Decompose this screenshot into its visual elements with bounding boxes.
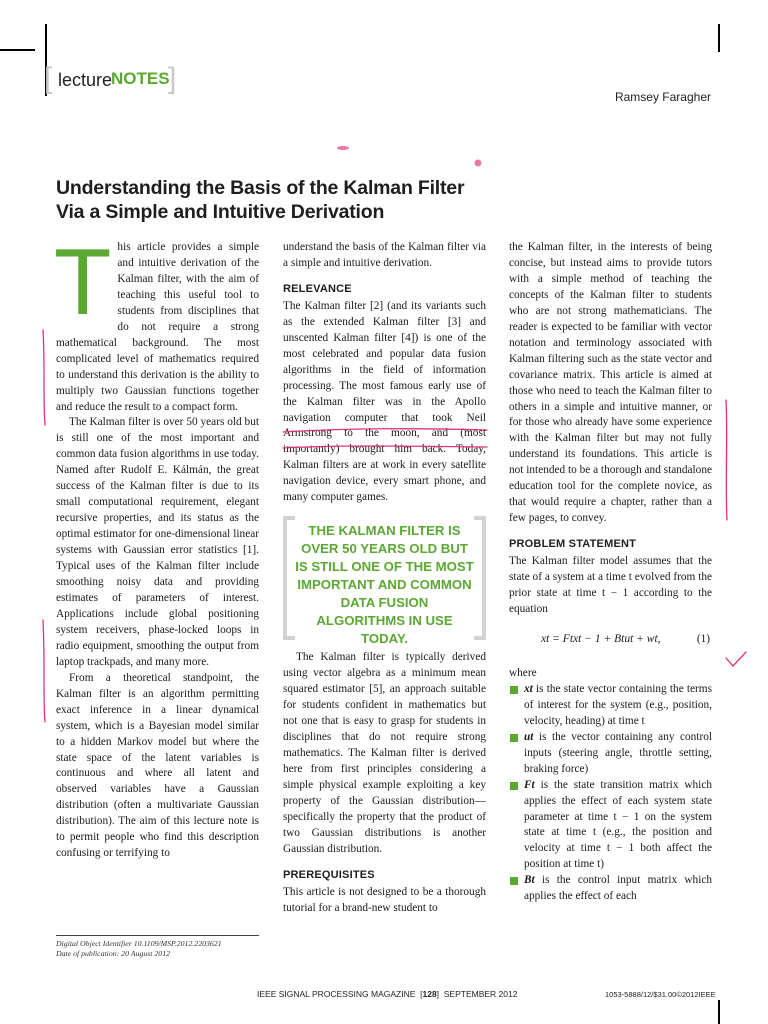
bullet-square-icon	[510, 782, 518, 790]
title-line-1: Understanding the Basis of the Kalman Filter	[56, 177, 465, 199]
paragraph: The Kalman filter is typically derived using vector algebra as a minimum mean squared estimator [5], an approach suitable for students confident in mathematics but not one that is easy to grasp for students in disciplines that do not require strong mathematics. The Kalman filter is derived here from first principles considering a simple physical example exploiting a key property of the Gaussian distribution—specifically the property that the product of two Gaussian distributions is another Gaussian distribution.	[283, 651, 486, 855]
bracket-close: ]	[168, 62, 177, 95]
symbol: Bt	[524, 874, 535, 887]
lecture-label: lecture	[58, 70, 113, 90]
equation-1	[509, 626, 712, 656]
annotation-margin-line	[43, 620, 45, 722]
page-number: 128	[422, 989, 437, 999]
list-item-text: is the control input matrix which applies the effect of each	[524, 874, 712, 903]
column-2	[283, 240, 486, 917]
annotation-dot	[337, 146, 349, 150]
annotation-margin-line	[43, 330, 45, 425]
bullet-square-icon	[510, 877, 518, 885]
drop-cap: T	[54, 229, 112, 334]
author-name: Ramsey Faragher	[614, 90, 711, 104]
column-3	[509, 240, 712, 905]
doi-note	[56, 935, 259, 959]
list-item	[509, 873, 712, 905]
section-heading-prerequisites: PREREQUISITES	[283, 868, 375, 881]
pull-quote-bracket-right	[474, 516, 486, 640]
column-1	[54, 229, 259, 862]
bracket-open: [	[44, 62, 53, 95]
footer-running-line: IEEE SIGNAL PROCESSING MAGAZINE [128] SEPTEMBER 2012	[257, 989, 518, 999]
equation-body: xt = Ftxt − 1 + Btut + wt,	[541, 632, 661, 645]
title-line-2: Via a Simple and Intuitive Derivation	[56, 201, 385, 223]
list-item	[509, 682, 712, 730]
pull-quote	[283, 520, 486, 647]
pull-quote-bracket-left	[283, 516, 295, 640]
symbol: ut	[524, 730, 534, 743]
paragraph: the Kalman filter, in the interests of being concise, but instead aims to provide tutors with a simple method of teaching the concepts of the Kalman filter to students who are not strong mathematicians. The reader is expected to be familiar with vector notation and terminology associated with Kalman filtering such as the state vector and covariance matrix. This article is aimed at those who need to teach the Kalman filter to others in a simple and intuitive manner, or for those who already have some experience with the Kalman filter but may not fully understand its foundations. This article is not intended to be a thorough and standalone education tool for the complete novice, as that would require a chapter, rather than a few pages, to convey.	[509, 241, 712, 525]
list-item	[509, 730, 712, 778]
symbol: xt	[524, 682, 533, 695]
copyright-code: 1053-5888/12/$31.00©2012IEEE	[605, 990, 716, 999]
list-item-text: is the vector containing any control inputs (steering angle, throttle setting, braking force)	[524, 730, 712, 775]
list-item-text: is the state vector containing the terms of interest for the system (e.g., position, velocity, heading) at time t	[524, 682, 712, 727]
where-label: where	[509, 666, 537, 679]
annotation-margin-line	[726, 400, 727, 520]
crop-mark-bottom-right-vertical	[718, 1000, 720, 1024]
section-heading-problem-statement: PROBLEM STATEMENT	[509, 538, 637, 551]
paragraph: The Kalman filter is over 50 years old but is still one of the most important and common data fusion algorithms in use today. Named after Rudolf E. Kálmán, the great success of the Kalman filter is due to its small computational requirement, elegant recursive properties, and its status as the optimal estimator for one-dimensional linear systems with Gaussian error statistics [1]. Typical uses of the Kalman filter include smoothing noisy data and providing estimates of parameters of interest. Applications include global positioning system receivers, phase-locked loops in radio equipment, smoothing the output from laptop trackpads, and many more.	[56, 416, 259, 668]
annotation-dot	[475, 160, 482, 167]
list-item	[509, 778, 712, 874]
equation-number: (1)	[696, 632, 710, 645]
magazine-name: IEEE SIGNAL PROCESSING MAGAZINE	[257, 989, 416, 999]
pull-quote-text: THE KALMAN FILTER IS OVER 50 YEARS OLD BUT IS STILL ONE OF THE MOST IMPORTANT AND COMMON DATA FUSION ALGORITHMS IN USE TODAY.	[295, 523, 474, 647]
bullet-list	[509, 682, 712, 905]
section-heading-relevance: RELEVANCE	[283, 282, 352, 295]
paragraph: The Kalman filter model assumes that the state of a system at a time t evolved from the prior state at time t − 1 according to the equation	[509, 555, 712, 615]
doi-text: Digital Object Identifier 10.1109/MSP.2012.2203621	[56, 939, 222, 948]
bullet-square-icon	[510, 734, 518, 742]
list-item-text: is the state transition matrix which applies the effect of each system state parameter at time t − 1 on the system state at time t (e.g., the position and velocity at time t − 1 both affect the position at time t)	[524, 778, 712, 871]
article-title	[56, 176, 496, 224]
notes-label: NOTES	[111, 69, 170, 88]
publication-date: Date of publication: 20 August 2012	[56, 949, 170, 958]
crop-mark-top-left-horizontal	[0, 49, 35, 51]
paragraph: understand the basis of the Kalman filter via a simple and intuitive derivation.	[283, 241, 486, 269]
bullet-square-icon	[510, 686, 518, 694]
symbol: Ft	[524, 778, 535, 791]
paragraph: The Kalman filter [2] (and its variants such as the extended Kalman filter [3] and unscented Kalman filter [4]) is one of the most celebrated and popular data fusion algorithms in the field of information processing. The most famous early use of the Kalman filter was in the Apollo navigation computer that took Neil Armstrong to the moon, and (most importantly) brought him back. Today, Kalman filters are at work in every satellite navigation device, every smart phone, and many computer games.	[283, 299, 486, 504]
paragraph: This article is not designed to be a thorough tutorial for a brand-new student to	[283, 885, 486, 914]
crop-mark-top-right-vertical	[718, 24, 720, 52]
annotation-check-icon	[726, 652, 746, 666]
issue-date: SEPTEMBER 2012	[443, 989, 518, 999]
paragraph: From a theoretical standpoint, the Kalman filter is an algorithm permitting exact inference in a linear dynamical system, which is a Bayesian model similar to a hidden Markov model but where the state space of the latent variables is continuous and where all latent and observed variables have a Gaussian distribution (often a multivariate Gaussian distribution). The aim of this lecture note is to permit people who find this description confusing or terrifying to	[56, 671, 259, 860]
paragraph: his article provides a simple and intuitive derivation of the Kalman filter, with the aim of teaching this useful tool to students from disciplines that do not require a strong mathematical background. The most complicated level of mathematics required to understand this derivation is the ability to multiply two Gaussian functions together and reduce the result to a compact form.	[56, 241, 259, 413]
